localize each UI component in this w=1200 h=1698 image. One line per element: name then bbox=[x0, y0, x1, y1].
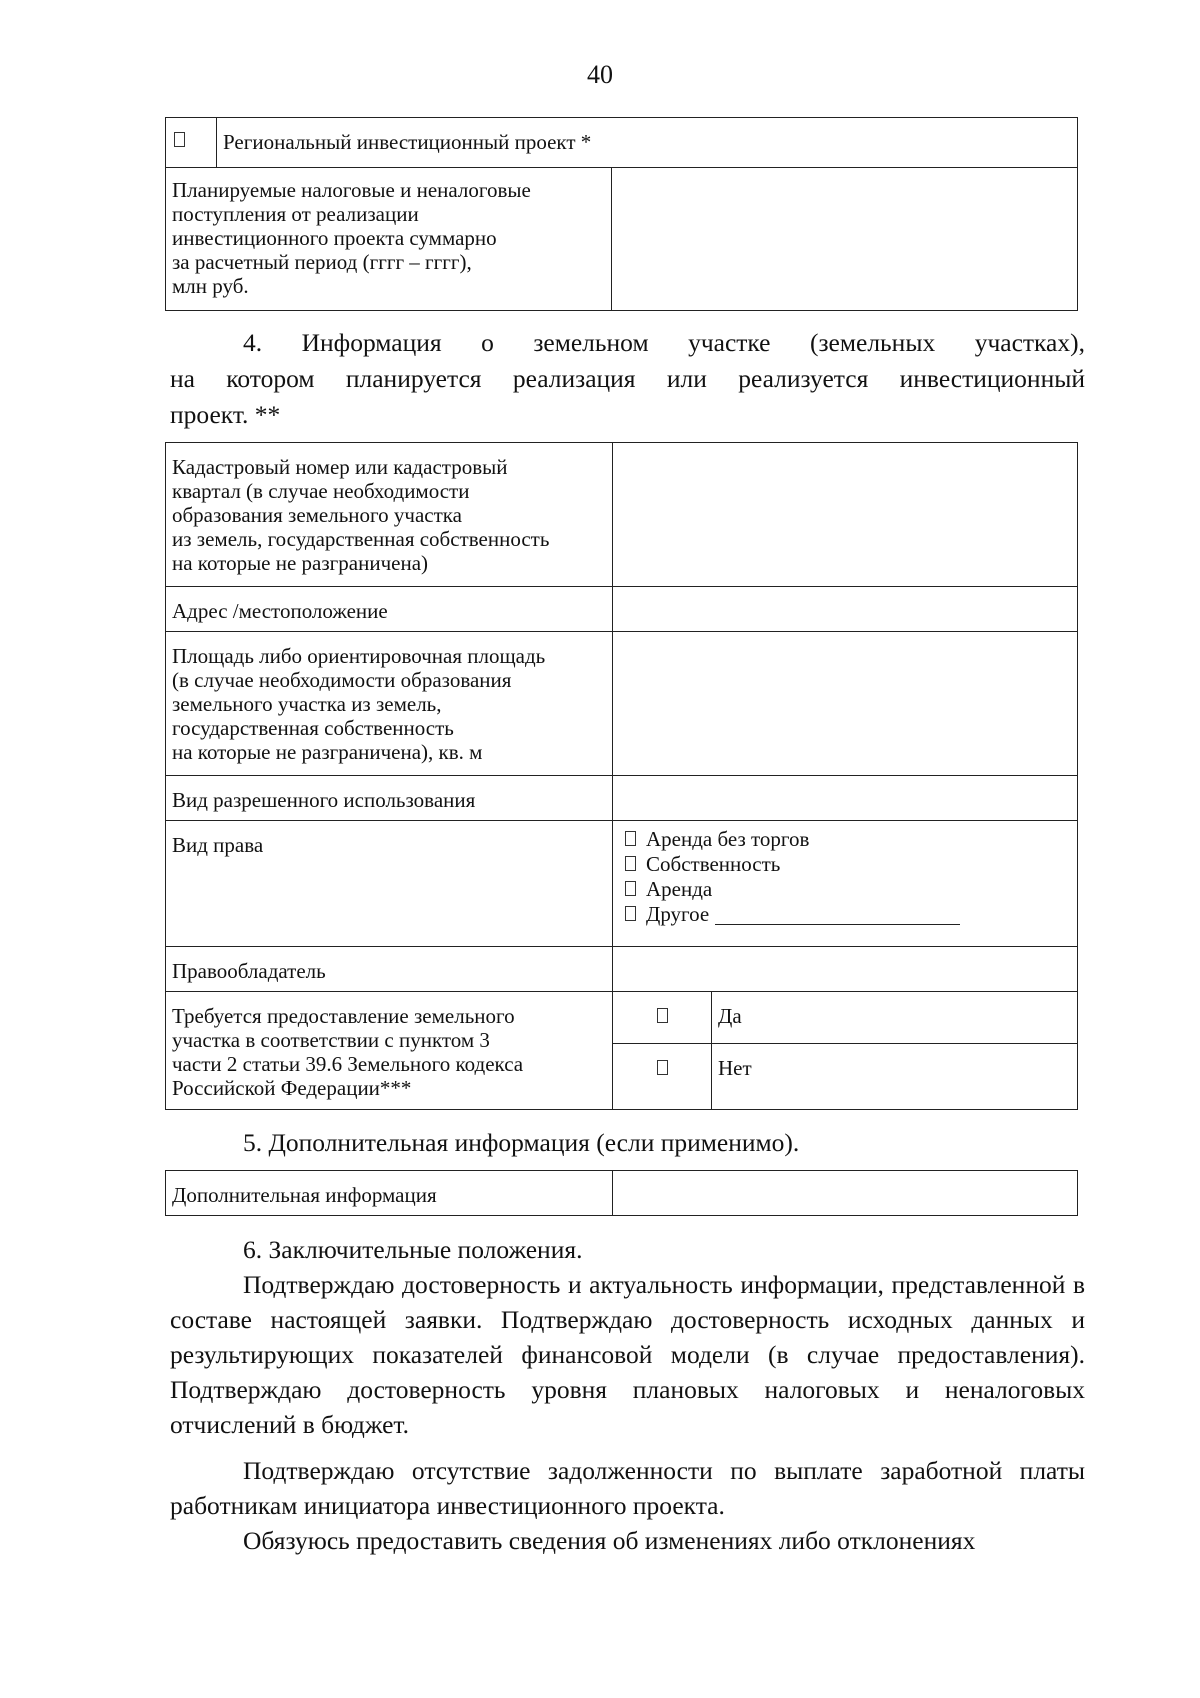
holder-label: Правообладатель bbox=[166, 947, 613, 992]
yes-label: Да bbox=[712, 992, 1078, 1044]
right-type-label: Вид права bbox=[166, 821, 613, 947]
address-value[interactable] bbox=[613, 587, 1078, 632]
paragraph-obligation: Обязуюсь предоставить сведения об изменениях либо отклонениях bbox=[243, 1526, 976, 1555]
checkbox[interactable] bbox=[625, 906, 636, 921]
land-plot-table bbox=[165, 442, 1078, 1110]
additional-info-value[interactable] bbox=[613, 1171, 1078, 1216]
yes-checkbox-cell[interactable] bbox=[613, 992, 712, 1044]
no-checkbox[interactable] bbox=[657, 1060, 668, 1075]
other-input-line[interactable] bbox=[715, 902, 960, 925]
additional-info-table bbox=[165, 1170, 1078, 1216]
no-label: Нет bbox=[712, 1044, 1078, 1110]
cadastral-label: Кадастровый номер или кадастровый квартал (в случае необходимости образования земельного участка из земель, государственная собственность на которые не разграничена) bbox=[166, 443, 613, 587]
right-type-options bbox=[613, 821, 1078, 947]
regional-project-checkbox[interactable] bbox=[174, 132, 185, 147]
checkbox[interactable] bbox=[625, 831, 636, 846]
yes-checkbox[interactable] bbox=[657, 1008, 668, 1023]
paragraph-confirm-accuracy: Подтверждаю достоверность и актуальность информации, представленной в составе настоящей заявки. Подтверждаю достоверность исходных данных и результирующих показателей финансовой модели (в случае предоставления). Подтверждаю достоверность уровня плановых налоговых и неналоговых отчислений в бюджет. bbox=[170, 1270, 1085, 1439]
holder-value[interactable] bbox=[613, 947, 1078, 992]
permitted-use-value[interactable] bbox=[613, 776, 1078, 821]
option-lease-no-auction[interactable]: Аренда без торгов bbox=[619, 827, 1071, 852]
option-ownership[interactable]: Собственность bbox=[619, 852, 1071, 877]
regional-project-label: Региональный инвестиционный проект * bbox=[217, 118, 1078, 168]
area-label: Площадь либо ориентировочная площадь (в случае необходимости образования земельного участка из земель, государственная собственность на которые не разграничена), кв. м bbox=[166, 632, 613, 776]
paragraph-confirm-no-debt: Подтверждаю отсутствие задолженности по выплате заработной платы работникам инициатора инвестиционного проекта. bbox=[170, 1456, 1085, 1520]
permitted-use-label: Вид разрешенного использования bbox=[166, 776, 613, 821]
page-number: 40 bbox=[587, 60, 613, 89]
checkbox[interactable] bbox=[625, 881, 636, 896]
section6-heading: 6. Заключительные положения. bbox=[243, 1235, 583, 1264]
option-other[interactable]: Другое bbox=[619, 902, 1071, 927]
section4-heading: 4. Информация о земельном участке (земельных участках), на котором планируется реализация или реализуется инвестиционный проект. ** bbox=[170, 328, 1085, 429]
additional-info-label: Дополнительная информация bbox=[166, 1171, 613, 1216]
land-required-label: Требуется предоставление земельного участка в соответствии с пунктом 3 части 2 статьи 39.6 Земельного кодекса Российской Федерации*** bbox=[166, 992, 613, 1110]
regional-project-table bbox=[165, 117, 1078, 311]
tax-revenue-value[interactable] bbox=[612, 168, 1077, 310]
option-lease[interactable]: Аренда bbox=[619, 877, 1071, 902]
cadastral-value[interactable] bbox=[613, 443, 1078, 587]
section5-heading: 5. Дополнительная информация (если применимо). bbox=[243, 1128, 800, 1157]
tax-revenue-label: Планируемые налоговые и неналоговые поступления от реализации инвестиционного проекта суммарно за расчетный период (гггг – гггг), млн руб. bbox=[166, 168, 612, 310]
address-label: Адрес /местоположение bbox=[166, 587, 613, 632]
no-checkbox-cell[interactable] bbox=[613, 1044, 712, 1110]
area-value[interactable] bbox=[613, 632, 1078, 776]
regional-project-checkbox-cell[interactable] bbox=[166, 118, 217, 168]
checkbox[interactable] bbox=[625, 856, 636, 871]
